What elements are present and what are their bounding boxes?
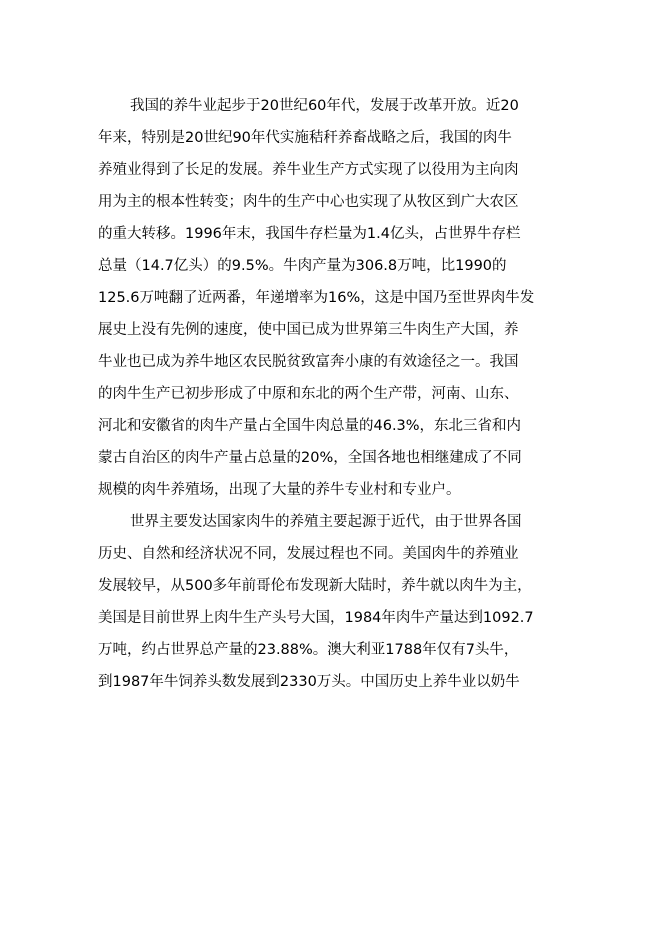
- paragraph-line: 养殖业得到了长足的发展。养牛业生产方式实现了以役用为主向肉: [98, 162, 519, 178]
- paragraph-line: 我国的养牛业起步于20世纪60年代，发展于改革开放。近20: [130, 98, 519, 114]
- paragraph-line: 到1987年牛饲养头数发展到2330万头。中国历史上养牛业以奶牛: [98, 674, 520, 690]
- paragraph-line: 的重大转移。1996年末，我国牛存栏量为1.4亿头，占世界牛存栏: [98, 226, 521, 242]
- paragraph-line: 年来，特别是20世纪90年代实施秸秆养畜战略之后，我国的肉牛: [98, 130, 512, 146]
- paragraph-line: 美国是目前世界上肉牛生产头号大国，1984年肉牛产量达到1092.7: [98, 610, 534, 626]
- paragraph-line: 展史上没有先例的速度，使中国已成为世界第三牛肉生产大国，养: [98, 322, 519, 338]
- paragraph-line: 牛业也已成为养牛地区农民脱贫致富奔小康的有效途径之一。我国: [98, 354, 519, 370]
- paragraph-line: 发展较早，从500多年前哥伦布发现新大陆时，养牛就以肉牛为主，: [98, 578, 532, 594]
- paragraph-line: 125.6万吨翻了近两番，年递增率为16%，这是中国乃至世界肉牛发: [98, 290, 535, 306]
- paragraph-line: 的肉牛生产已初步形成了中原和东北的两个生产带，河南、山东、: [98, 386, 519, 402]
- paragraph-line: 蒙古自治区的肉牛产量占总量的20%，全国各地也相继建成了不同: [98, 450, 522, 466]
- paragraph-line: 历史、自然和经济状况不同，发展过程也不同。美国肉牛的养殖业: [98, 546, 519, 562]
- paragraph-line: 规模的肉牛养殖场，出现了大量的养牛专业村和专业户。: [98, 482, 461, 498]
- paragraph-line: 万吨，约占世界总产量的23.88%。澳大利亚1788年仅有7头牛，: [98, 642, 519, 658]
- paragraph-line: 河北和安徽省的肉牛产量占全国牛肉总量的46.3%，东北三省和内: [98, 418, 522, 434]
- paragraph-line: 世界主要发达国家肉牛的养殖主要起源于近代，由于世界各国: [130, 514, 522, 530]
- paragraph-line: 用为主的根本性转变；肉牛的生产中心也实现了从牧区到广大农区: [98, 194, 519, 210]
- paragraph-line: 总量（14.7亿头）的9.5%。牛肉产量为306.8万吨，比1990的: [98, 258, 507, 274]
